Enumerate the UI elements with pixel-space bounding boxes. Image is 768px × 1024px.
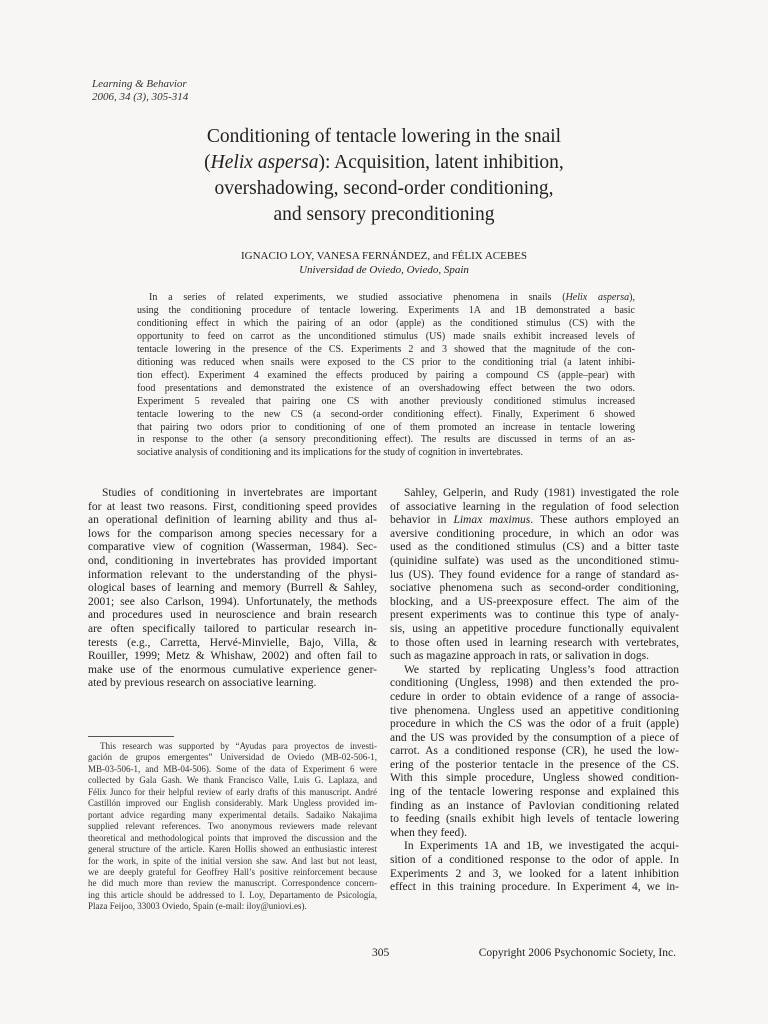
abstract-line: tentacle lowering in the presence of the CS. Experiments 2 and 3 showed that the magnitude of the con- [137, 343, 635, 355]
copyright-notice: Copyright 2006 Psychonomic Society, Inc. [478, 947, 676, 959]
footnote-line: ing this article should be addressed to I. Loy, Departamento de Psicología, [88, 889, 377, 900]
body-line: behavior in Limax maximus. These authors employed an [390, 514, 679, 527]
body-line: sis, using an appetitive procedure functionally equivalent [390, 622, 679, 635]
body-line: We started by replicating Ungless’s food attraction [404, 663, 679, 676]
abstract-line: tion effect). Experiment 4 examined the effects produced by pairing a compound CS (apple–pear) with [137, 369, 635, 381]
journal-header [92, 78, 188, 104]
footnote-line: general structure of the article. Karen Hollis showed an enthusiastic interest [88, 844, 377, 855]
body-line: sociative phenomena such as second-order conditioning, [390, 582, 679, 595]
footnote-line: he did much more than review the manuscript. Correspondence concern- [88, 878, 377, 889]
abstract-line: tentacle lowering to the new CS (a second-order conditioning effect). Finally, Experiment 6 showed [137, 408, 635, 420]
body-line: procedure in which the CS was the odor of a fruit (apple) [390, 718, 679, 731]
body-line: to those often used in learning research with vertebrates, [390, 636, 679, 649]
author-list: IGNACIO LOY, VANESA FERNÁNDEZ, and FÉLIX ACEBES [240, 250, 528, 262]
body-line: In Experiments 1A and 1B, we investigated the acqui- [404, 840, 679, 853]
body-line: tive phenomena. Ungless used an appetitive conditioning [390, 704, 679, 717]
title-line: and sensory preconditioning [273, 204, 495, 225]
footnote-line: Castillón improved our English considerably. Mark Ungless provided im- [88, 798, 377, 809]
journal-name: Learning & Behavior [92, 78, 187, 90]
footnote-line: MB-03-506-1, and MB-04-506). Some of the data of Experiment 6 were [88, 763, 377, 774]
abstract-line: conditioning effect in which the pairing of an odor (apple) as the conditioned stimulus (CS) with the [137, 317, 635, 329]
body-line: lus (US). They found evidence for a range of standard as- [390, 568, 679, 581]
abstract-line: opportunity to feed on carrot as the unconditioned stimulus (US) made snails exhibit increased levels of [137, 330, 635, 342]
body-line: such as magazine approach in rats, or salivation in dogs. [390, 650, 649, 663]
body-line: Rouiller, 1999; Metz & Whishaw, 2002) and often fail to [88, 650, 377, 663]
body-line: information relevant to the understanding of the physi- [88, 568, 377, 581]
body-line: to feeding (snails exhibit high levels of tentacle lowering [390, 813, 679, 826]
body-line: effect in this training procedure. In Experiment 4, we in- [390, 881, 679, 894]
body-line: present experiments was to continue this type of analy- [390, 609, 679, 622]
title-line: overshadowing, second-order conditioning, [214, 178, 554, 199]
footnote-line: for the work, in spite of the initial version she saw. And last but not least, [88, 855, 377, 866]
body-line: 2001; see also Carlson, 1994). Unfortunately, the methods [88, 595, 377, 608]
body-line: comparative view of cognition (Wasserman, 1984). Sec- [88, 541, 377, 554]
body-line: for at least two reasons. First, conditioning speed provides [88, 500, 377, 513]
left-column-body [88, 487, 377, 691]
footnote-line: we are deeply grateful for Geoffrey Hall’s positive reinforcement because [88, 866, 377, 877]
abstract-line: Experiment 5 revealed that pairing one CS with another previously conditioned stimulus increased [137, 395, 635, 407]
body-line: Sahley, Gelperin, and Rudy (1981) investigated the role [404, 487, 679, 499]
body-line: are often specifically tailored to particular research in- [88, 622, 377, 635]
title-line: (Helix aspersa): Acquisition, latent inhibition, [204, 152, 564, 173]
body-line: ological bases of learning and memory (Burrell & Sahley, [88, 582, 377, 595]
body-line: (quinidine sulfate) was used as the unconditioned stimu- [390, 554, 679, 567]
abstract-line: using the conditioning procedure of tentacle lowering. Experiments 1A and 1B demonstrated a basic [137, 304, 635, 316]
body-line: used as the conditioned stimulus (CS) and a bitter taste [390, 541, 679, 554]
body-line: Experiments 2 and 3, we looked for a latent inhibition [390, 867, 679, 880]
body-line: ing of the tentacle lowering response and explained this [390, 786, 679, 799]
body-line: ond, conditioning in invertebrates has provided important [88, 554, 377, 567]
body-line: sition of a conditioned response to the odor of apple. In [390, 854, 679, 867]
body-line: aversive conditioning procedure, in which an odor was [390, 527, 679, 540]
abstract-line: In a series of related experiments, we studied associative phenomena in snails (Helix aspersa), [149, 292, 635, 303]
species-name: Limax maximus [453, 514, 531, 527]
page-number: 305 [372, 947, 390, 959]
species-name: Helix aspersa [210, 152, 319, 173]
body-line: blocking, and a US-preexposure effect. The aim of the [390, 595, 679, 608]
abstract-line: in response to the other (a sensory preconditioning effect). The results are discussed in terms of an as- [137, 434, 635, 446]
body-line: when they feed). [390, 826, 467, 839]
body-line: ated by previous research on associative learning. [88, 677, 317, 690]
author-affiliation: Universidad de Oviedo, Oviedo, Spain [299, 264, 469, 276]
right-column-body [390, 487, 679, 895]
body-line: lows for the comparison among species necessary for a [88, 527, 377, 540]
abstract-line: ditioning was reduced when snails were exposed to the CS prior to the conditioning trial (a latent inhibi- [137, 356, 635, 368]
body-line: of associative learning in the regulation of food selection [390, 500, 679, 513]
body-line: cedure in order to obtain evidence of a range of associa- [390, 690, 679, 703]
body-line: carrot. As a conditioned response (CR), he used the low- [390, 745, 679, 758]
abstract-line: food presentations and demonstrated the existence of an overshadowing effect between the two odors. [137, 382, 635, 394]
body-line: With this simple procedure, Ungless showed condition- [390, 772, 679, 785]
body-line: conditioning (Ungless, 1998) and then extended the pro- [390, 677, 679, 690]
body-line: and the US was provided by the consumption of a piece of [390, 731, 679, 744]
footnote-line: This research was supported by “Ayudas para proyectos de investi- [100, 741, 377, 751]
body-line: terests (e.g., Carretta, Hervé-Minvielle, Bajo, Villa, & [88, 636, 377, 649]
abstract [137, 292, 635, 460]
abstract-line: sociative analysis of conditioning and its implications for the study of cognition in invertebrates. [137, 447, 524, 459]
body-line: ering of the posterior tentacle in the presence of the CS. [390, 758, 679, 771]
article-title [100, 124, 668, 228]
body-line: finding as an instance of Pavlovian conditioning related [390, 799, 679, 812]
species-name: Helix aspersa [565, 292, 630, 303]
footnote-line: Plaza Feijoo, 33003 Oviedo, Spain (e-mail: iloy@uniovi.es). [88, 901, 307, 912]
footnote-line: portant advice regarding many experimental details. Sadaiko Nakajima [88, 809, 377, 820]
body-line: and procedures used in neuroscience and brain research [88, 609, 377, 622]
footnote-line: theoretical and methodological points that improved the discussion and the [88, 832, 377, 843]
journal-citation: 2006, 34 (3), 305-314 [92, 91, 189, 103]
footnote-divider [88, 736, 174, 737]
footnote-line: supplied relevant references. Two anonymous reviewers made relevant [88, 821, 377, 832]
acknowledgment-footnote [88, 741, 377, 913]
title-line: Conditioning of tentacle lowering in the snail [206, 126, 562, 147]
body-line: make use of the enormous cumulative experience gener- [88, 663, 377, 676]
footnote-line: Félix Junco for their helpful review of early drafts of this manuscript. André [88, 786, 377, 797]
abstract-line: that pairing two odors prior to conditioning of one of them promoted an increase in tentacle lowering [137, 421, 635, 433]
footnote-line: collected by Gala Gash. We thank Francisco Valle, Luis G. Laplaza, and [88, 775, 377, 786]
body-line: Studies of conditioning in invertebrates are important [102, 487, 377, 499]
footnote-line: gación de grupos emergentes” Universidad de Oviedo (MB-02-506-1, [88, 752, 377, 763]
body-line: an operational definition of learning ability and thus al- [88, 514, 377, 527]
